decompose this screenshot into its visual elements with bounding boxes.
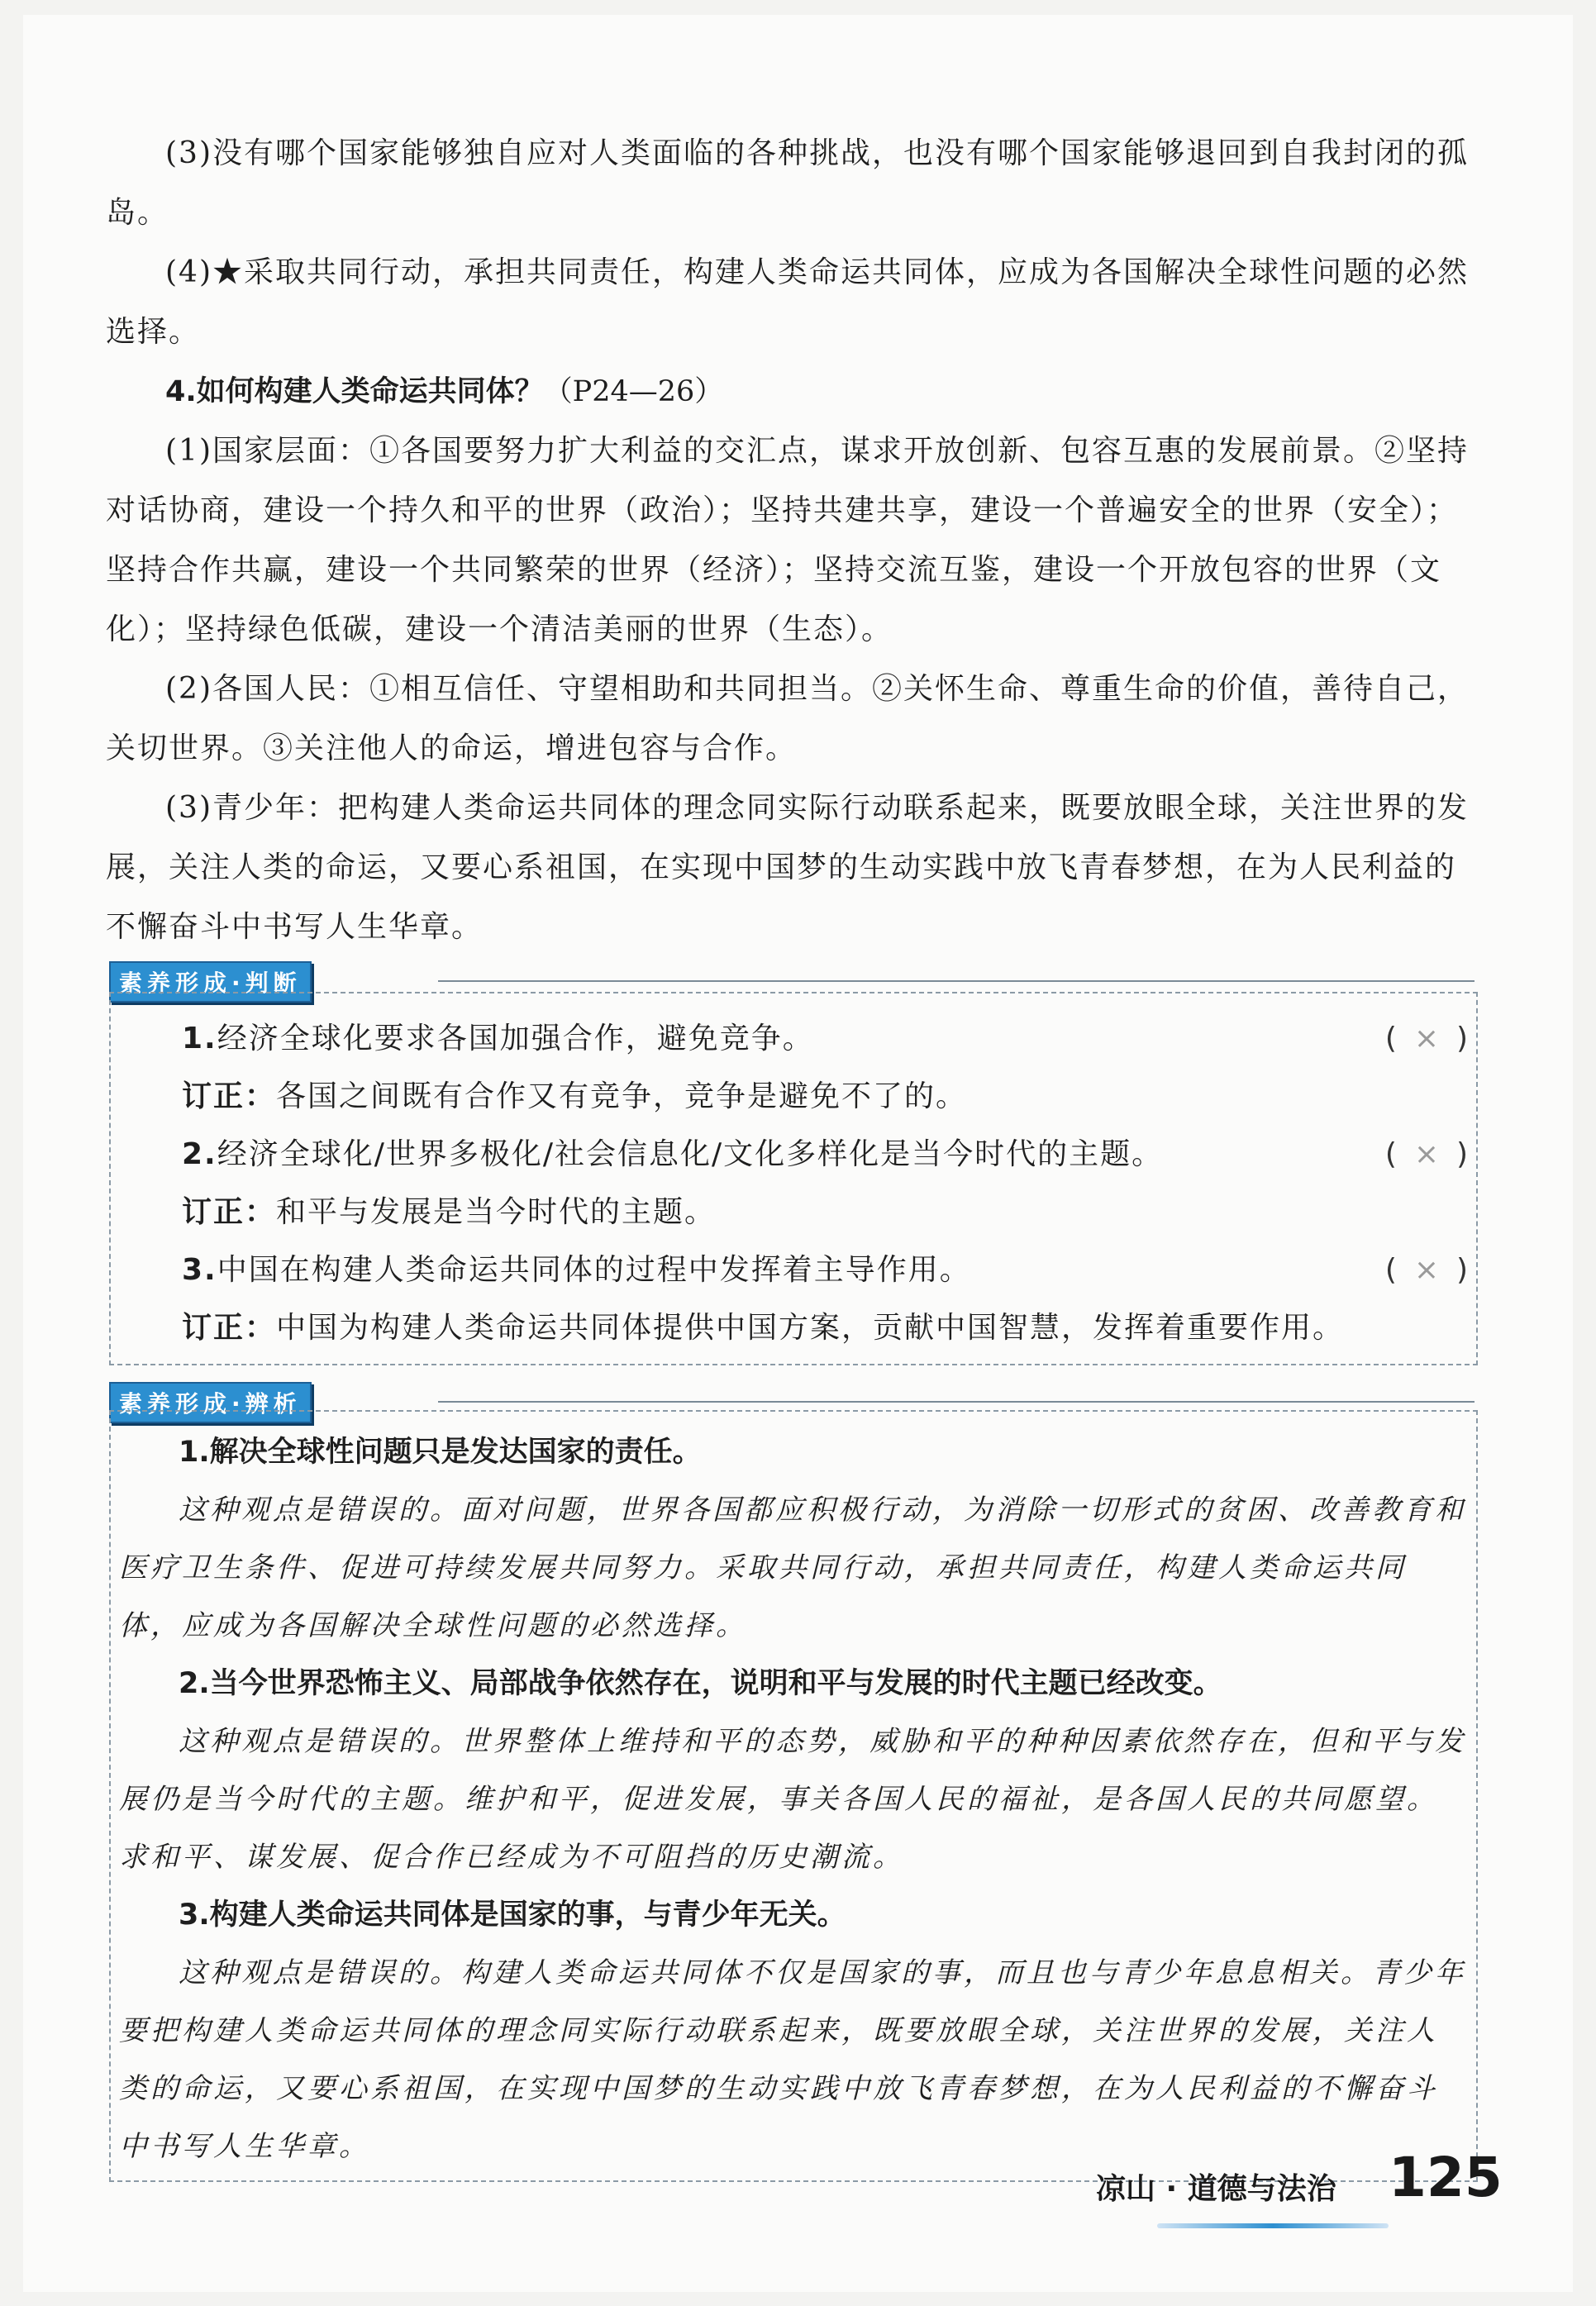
analysis-answer-1: 这种观点是错误的。面对问题，世界各国都应积极行动，为消除一切形式的贫困、改善教育和医疗卫生条件、促进可持续发展共同努力。采取共同行动，承担共同责任，构建人类命运共同体，应成为各国解决全球性问题的必然选择。 [119,1494,1466,1642]
section-4-point-2: (2)各国人民：①相互信任、守望相助和共同担当。②关怀生命、尊重生命的价值，善待自己，关切世界。③关注他人的命运，增进包容与合作。 [106,672,1469,765]
section-4-point-1: (1)国家层面：①各国要努力扩大利益的交汇点，谋求开放创新、包容互惠的发展前景。②坚持对话协商，建设一个持久和平的世界（政治）；坚持共建共享，建设一个普遍安全的世界（安全）；坚持合作共赢，建设一个共同繁荣的世界（经济）；坚持交流互鉴，建设一个开放包容的世界（文化）；坚持绿色低碳，建设一个清洁美丽的世界（生态）。 [106,434,1469,646]
analysis-question-3: 3.构建人类命运共同体是国家的事，与青少年无关。 [179,1899,846,1932]
analysis-tag-line [438,1401,1475,1403]
footer-book-title: 凉山 · 道德与法治 [1096,2172,1336,2206]
point-4: (4)★采取共同行动，承担共同责任，构建人类命运共同体，应成为各国解决全球性问题的必然选择。 [106,255,1469,349]
judgment-answer-bracket: ( × ) [1385,1126,1470,1184]
judgment-tag-line [438,980,1475,982]
analysis-answer-2: 这种观点是错误的。世界整体上维持和平的态势，威胁和平的种种因素依然存在，但和平与发展仍是当今时代的主题。维护和平，促进发展，事关各国人民的福祉，是各国人民的共同愿望。求和平、谋发展、促合作已经成为不可阻挡的历史潮流。 [119,1725,1466,1874]
judgment-correction-1: 订正：各国之间既有合作又有竞争，竞争是避免不了的。 [182,1079,968,1113]
main-text [106,124,1479,957]
cross-mark-icon: × [1413,1022,1441,1055]
judgment-question-3: 3.中国在构建人类命运共同体的过程中发挥着主导作用。 ( × ) [182,1241,1470,1299]
section-4-title [106,362,1479,422]
judgment-question-2: 2.经济全球化/世界多极化/社会信息化/文化多样化是当今时代的主题。 ( × ) [182,1126,1470,1184]
point-3: (3)没有哪个国家能够独自应对人类面临的各种挑战，也没有哪个国家能够退回到自我封闭的孤岛。 [106,136,1469,230]
cross-mark-icon: × [1413,1137,1441,1171]
judgment-box [109,992,1478,1365]
judgment-correction-2: 订正：和平与发展是当今时代的主题。 [182,1195,717,1229]
judgment-answer-bracket: ( × ) [1385,1010,1470,1068]
page-number: 125 [1389,2146,1503,2209]
analysis-box [109,1410,1478,2182]
analysis-question-1: 1.解决全球性问题只是发达国家的责任。 [179,1436,702,1469]
judgment-question-1: 1.经济全球化要求各国加强合作，避免竞争。 ( × ) [182,1010,1470,1068]
judgment-correction-3: 订正：中国为构建人类命运共同体提供中国方案，贡献中国智慧，发挥着重要作用。 [182,1311,1345,1345]
page-reference: （P24—26） [543,375,724,408]
section-4-title-text: 4.如何构建人类命运共同体？ [165,375,544,408]
judgment-tag: 素养形成·判断 [109,961,312,1003]
analysis-question-2: 2.当今世界恐怖主义、局部战争依然存在，说明和平与发展的时代主题已经改变。 [179,1667,1222,1700]
analysis-tag: 素养形成·辨析 [109,1382,312,1423]
cross-mark-icon: × [1413,1253,1441,1287]
analysis-answer-3: 这种观点是错误的。构建人类命运共同体不仅是国家的事，而且也与青少年息息相关。青少年要把构建人类命运共同体的理念同实际行动联系起来，既要放眼全球，关注世界的发展，关注人类的命运，又要心系祖国，在实现中国梦的生动实践中放飞青春梦想，在为人民利益的不懈奋斗中书写人生华章。 [119,1956,1466,2163]
section-4-point-3: (3)青少年：把构建人类命运共同体的理念同实际行动联系起来，既要放眼全球，关注世界的发展，关注人类的命运，又要心系祖国，在实现中国梦的生动实践中放飞青春梦想，在为人民利益的不懈奋斗中书写人生华章。 [106,791,1469,944]
judgment-answer-bracket: ( × ) [1385,1241,1470,1299]
footer-accent-line [1157,2223,1389,2228]
